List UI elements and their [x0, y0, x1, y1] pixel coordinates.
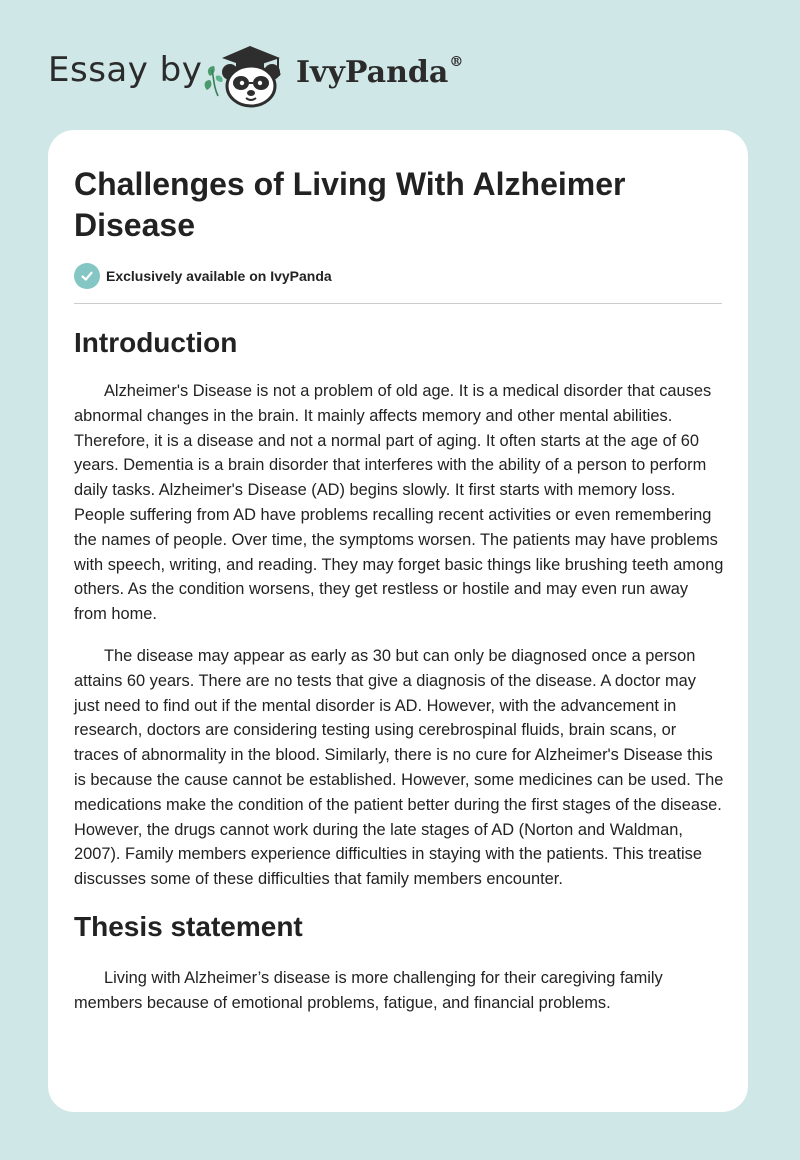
brand-name-text: IvyPanda [296, 55, 449, 90]
section-heading-introduction: Introduction [74, 327, 238, 358]
paragraph: Living with Alzheimer’s disease is more challenging for their caregiving family members because of emotional problems, fatigue, and financial problems. [74, 968, 663, 1012]
site-header [0, 0, 800, 130]
registered-mark: ® [449, 54, 464, 70]
title-divider [74, 303, 722, 304]
exclusive-badge-label: Exclusively available on IvyPanda [106, 268, 332, 284]
essay-card [48, 130, 748, 1112]
brand-name[interactable] [296, 54, 463, 90]
essay-title: Challenges of Living With Alzheimer Disease [74, 166, 626, 243]
section-heading-thesis: Thesis statement [74, 910, 303, 942]
essay-by-label: Essay by [48, 50, 203, 90]
essay-body [74, 326, 724, 1016]
paragraph: Alzheimer's Disease is not a problem of old age. It is a medical disorder that causes abnormal changes in the brain. It mainly affects memory and other mental abilities. Therefore, it is a disease and not a normal part of aging. It often starts at the age of 60 years. Dementia is a brain disorder that interferes with the ability of a person to perform daily tasks. Alzheimer's Disease (AD) begins slowly. It first starts with memory loss. People suffering from AD have problems recalling recent activities or even remembering the names of people. Over time, the symptoms worsen. The patients may have problems with speech, writing, and reading. They may forget basic things like brushing teeth among others. As the condition worsens, they get restless or hostile and may even run away from home. [74, 382, 724, 624]
exclusive-badge [74, 263, 332, 289]
check-circle-icon [74, 263, 100, 289]
panda-graduate-logo-icon[interactable] [200, 36, 295, 108]
paragraph: The disease may appear as early as 30 but can only be diagnosed once a person attains 60 years. There are no tests that give a diagnosis of the disease. A doctor may just need to find out if the mental disorder is AD. However, with the advancement in research, doctors are considering testing using cerebrospinal fluids, brain scans, or traces of abnormality in the blood. Similarly, there is no cure for Alzheimer's Disease this is because the cause cannot be established. However, some medicines can be used. The medications make the condition of the patient better during the first stages of the disease. However, the drugs cannot work during the late stages of AD (Norton and Waldman, 2007). Family members experience difficulties in staying with the patients. This treatise discusses some of these difficulties that family members encounter. [74, 646, 724, 889]
